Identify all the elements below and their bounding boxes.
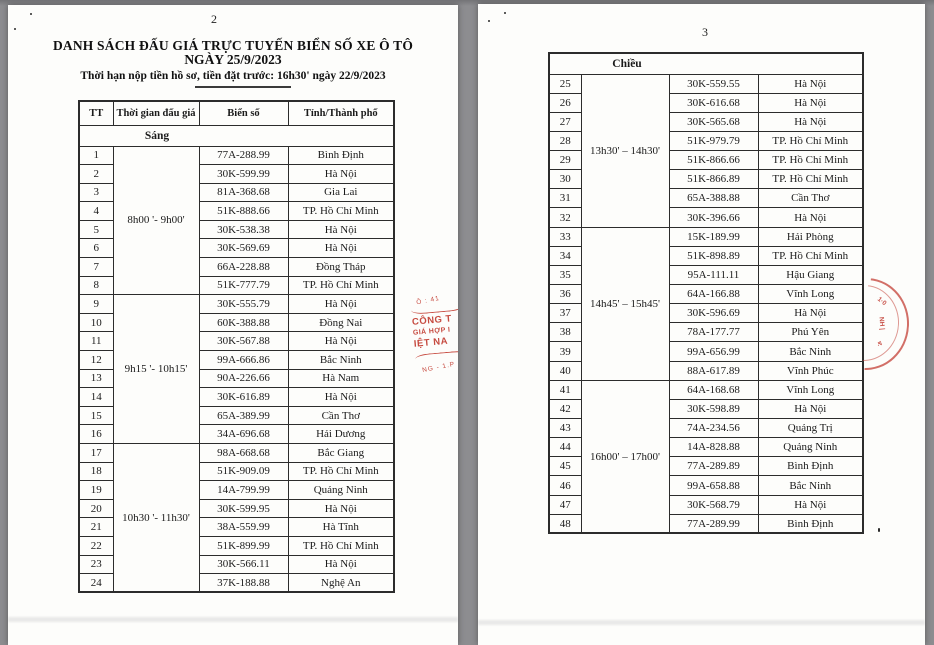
- plate-cell: 66A-228.88: [199, 258, 288, 277]
- seal-text-fragment: NH |: [877, 316, 886, 331]
- column-header: Thời gian đấu giá: [113, 101, 199, 125]
- province-cell: Đồng Nai: [288, 313, 394, 332]
- plate-cell: 30K-616.68: [669, 93, 758, 112]
- scan-speck: [488, 20, 490, 22]
- plate-cell: 51K-888.66: [199, 202, 288, 221]
- row-number-cell: 31: [549, 189, 581, 208]
- stamp-text: Ô : 41: [415, 294, 441, 307]
- plate-cell: 51K-909.09: [199, 462, 288, 481]
- column-header: TT: [79, 101, 113, 125]
- document-date: NGÀY 25/9/2023: [184, 52, 282, 67]
- plate-cell: 51K-979.79: [669, 131, 758, 150]
- plate-cell: 64A-166.88: [669, 285, 758, 304]
- row-number-cell: 19: [79, 481, 113, 500]
- province-cell: Hà Nội: [758, 74, 863, 93]
- plate-cell: 30K-565.68: [669, 112, 758, 131]
- table-row: [549, 74, 863, 93]
- plate-cell: 64A-168.68: [669, 380, 758, 399]
- row-number-cell: 48: [549, 514, 581, 533]
- plate-cell: 30K-555.79: [199, 295, 288, 314]
- plate-cell: 51K-777.79: [199, 276, 288, 295]
- seal-text-fragment: 1·0: [875, 295, 888, 308]
- row-number-cell: 3: [79, 183, 113, 202]
- table-row: [549, 227, 863, 246]
- province-cell: Hà Nội: [758, 112, 863, 131]
- row-number-cell: 47: [549, 495, 581, 514]
- plate-cell: 78A-177.77: [669, 323, 758, 342]
- row-number-cell: 23: [79, 555, 113, 574]
- scan-speck: [14, 28, 16, 30]
- seal-text-fragment: 4·: [874, 339, 884, 348]
- province-cell: Hà Nội: [758, 208, 863, 227]
- row-number-cell: 41: [549, 380, 581, 399]
- province-cell: Bắc Ninh: [758, 342, 863, 361]
- province-cell: TP. Hồ Chí Minh: [758, 131, 863, 150]
- row-number-cell: 14: [79, 388, 113, 407]
- plate-cell: 30K-538.38: [199, 220, 288, 239]
- row-number-cell: 24: [79, 574, 113, 593]
- plate-cell: 14A-828.88: [669, 438, 758, 457]
- row-number-cell: 2: [79, 165, 113, 184]
- section-cell: [79, 125, 394, 146]
- deadline-subtitle: Thời hạn nộp tiền hồ sơ, tiền đặt trước: 16h30' ngày 22/9/2023: [80, 70, 386, 82]
- plate-cell: 51K-866.66: [669, 151, 758, 170]
- row-number-cell: 28: [549, 131, 581, 150]
- province-cell: Hà Nội: [288, 239, 394, 258]
- plate-cell: 99A-656.99: [669, 342, 758, 361]
- province-cell: Hà Tĩnh: [288, 518, 394, 537]
- scan-speck: [30, 13, 32, 15]
- auction-table: [548, 52, 864, 534]
- province-cell: Hải Phòng: [758, 227, 863, 246]
- plate-cell: 65A-388.88: [669, 189, 758, 208]
- table-row: [79, 146, 394, 165]
- auction-table-morning: [78, 100, 395, 593]
- province-cell: Đồng Tháp: [288, 258, 394, 277]
- scan-smudge: [8, 617, 458, 622]
- plate-cell: 34A-696.68: [199, 425, 288, 444]
- row-number-cell: 20: [79, 499, 113, 518]
- province-cell: TP. Hồ Chí Minh: [288, 276, 394, 295]
- page-number: 3: [702, 25, 708, 39]
- document-title: DANH SÁCH ĐẤU GIÁ TRỰC TUYẾN BIỂN SỐ XE Ô TÔ: [52, 38, 414, 53]
- row-number-cell: 12: [79, 351, 113, 370]
- scan-smudge: [478, 620, 925, 625]
- province-cell: Hà Nội: [288, 332, 394, 351]
- stamp-text: CÔNG T: [411, 312, 453, 328]
- province-cell: Vĩnh Long: [758, 380, 863, 399]
- province-cell: Gia Lai: [288, 183, 394, 202]
- province-cell: Hà Nam: [288, 369, 394, 388]
- plate-cell: 90A-226.66: [199, 369, 288, 388]
- row-number-cell: 16: [79, 425, 113, 444]
- row-number-cell: 34: [549, 246, 581, 265]
- plate-cell: 99A-658.88: [669, 476, 758, 495]
- province-cell: Bình Định: [758, 457, 863, 476]
- plate-cell: 95A-111.11: [669, 265, 758, 284]
- time-range-cell: 10h30 '- 11h30': [113, 444, 199, 593]
- province-cell: Hà Nội: [758, 495, 863, 514]
- row-number-cell: 6: [79, 239, 113, 258]
- column-header: Tỉnh/Thành phố: [288, 101, 394, 125]
- stamp-text: IỆT NA: [413, 335, 449, 350]
- plate-cell: 51K-866.89: [669, 170, 758, 189]
- scan-speck: [504, 12, 506, 14]
- plate-cell: 30K-396.66: [669, 208, 758, 227]
- table-header-row: [79, 101, 394, 125]
- subtitle-underline: [195, 86, 291, 88]
- table-row: [79, 295, 394, 314]
- province-cell: TP. Hồ Chí Minh: [758, 246, 863, 265]
- province-cell: Hà Nội: [288, 220, 394, 239]
- row-number-cell: 9: [79, 295, 113, 314]
- row-number-cell: 42: [549, 399, 581, 418]
- plate-cell: 88A-617.89: [669, 361, 758, 380]
- time-range-cell: 9h15 '- 10h15': [113, 295, 199, 444]
- province-cell: Hải Dương: [288, 425, 394, 444]
- plate-cell: 77A-289.99: [669, 514, 758, 533]
- time-range-cell: 8h00 '- 9h00': [113, 146, 199, 295]
- plate-cell: 30K-599.95: [199, 499, 288, 518]
- row-number-cell: 30: [549, 170, 581, 189]
- province-cell: Quảng Trị: [758, 419, 863, 438]
- province-cell: Bắc Ninh: [288, 351, 394, 370]
- row-number-cell: 11: [79, 332, 113, 351]
- province-cell: Nghệ An: [288, 574, 394, 593]
- province-cell: Bình Định: [758, 514, 863, 533]
- time-range-cell: 16h00' – 17h00': [581, 380, 669, 533]
- province-cell: Hà Nội: [288, 165, 394, 184]
- province-cell: Hà Nội: [288, 499, 394, 518]
- section-cell: [549, 53, 863, 74]
- plate-cell: 30K-569.69: [199, 239, 288, 258]
- plate-cell: 14A-799.99: [199, 481, 288, 500]
- scan-speck: [878, 528, 880, 532]
- time-range-cell: 13h30' – 14h30': [581, 74, 669, 227]
- plate-cell: 30K-567.88: [199, 332, 288, 351]
- row-number-cell: 32: [549, 208, 581, 227]
- plate-cell: 81A-368.68: [199, 183, 288, 202]
- document-header: [30, 38, 436, 88]
- province-cell: Cần Thơ: [758, 189, 863, 208]
- plate-cell: 38A-559.99: [199, 518, 288, 537]
- stamp-text: NG - 1.P: [421, 360, 456, 374]
- row-number-cell: 37: [549, 304, 581, 323]
- province-cell: TP. Hồ Chí Minh: [758, 170, 863, 189]
- plate-cell: 60K-388.88: [199, 313, 288, 332]
- document-page-2: [8, 5, 458, 645]
- province-cell: Hà Nội: [288, 555, 394, 574]
- row-number-cell: 5: [79, 220, 113, 239]
- province-cell: Hậu Giang: [758, 265, 863, 284]
- plate-cell: 30K-596.69: [669, 304, 758, 323]
- page-number: 2: [211, 12, 217, 26]
- row-number-cell: 44: [549, 438, 581, 457]
- row-number-cell: 27: [549, 112, 581, 131]
- plate-cell: 15K-189.99: [669, 227, 758, 246]
- row-number-cell: 8: [79, 276, 113, 295]
- row-number-cell: 45: [549, 457, 581, 476]
- row-number-cell: 36: [549, 285, 581, 304]
- red-company-stamp-partial: [410, 292, 458, 374]
- plate-cell: 77A-289.89: [669, 457, 758, 476]
- row-number-cell: 15: [79, 406, 113, 425]
- red-seal-half: [863, 276, 925, 371]
- plate-cell: 74A-234.56: [669, 419, 758, 438]
- row-number-cell: 25: [549, 74, 581, 93]
- section-label: Chiều: [612, 57, 642, 70]
- row-number-cell: 22: [79, 536, 113, 555]
- province-cell: TP. Hồ Chí Minh: [288, 202, 394, 221]
- province-cell: Vĩnh Phúc: [758, 361, 863, 380]
- row-number-cell: 4: [79, 202, 113, 221]
- plate-cell: 37K-188.88: [199, 574, 288, 593]
- province-cell: Bắc Ninh: [758, 476, 863, 495]
- auction-table-afternoon: [548, 52, 864, 534]
- plate-cell: 77A-288.99: [199, 146, 288, 165]
- plate-cell: 30K-616.89: [199, 388, 288, 407]
- province-cell: Hà Nội: [758, 399, 863, 418]
- plate-cell: 99A-666.86: [199, 351, 288, 370]
- row-number-cell: 35: [549, 265, 581, 284]
- table-row: [79, 444, 394, 463]
- table-row: [549, 380, 863, 399]
- section-row: [549, 53, 863, 74]
- province-cell: Cần Thơ: [288, 406, 394, 425]
- plate-cell: 30K-599.99: [199, 165, 288, 184]
- row-number-cell: 43: [549, 419, 581, 438]
- row-number-cell: 10: [79, 313, 113, 332]
- row-number-cell: 29: [549, 151, 581, 170]
- province-cell: TP. Hồ Chí Minh: [288, 536, 394, 555]
- province-cell: TP. Hồ Chí Minh: [288, 462, 394, 481]
- section-label: Sáng: [144, 129, 170, 142]
- plate-cell: 98A-668.68: [199, 444, 288, 463]
- time-range-cell: 14h45' – 15h45': [581, 227, 669, 380]
- plate-cell: 30K-566.11: [199, 555, 288, 574]
- row-number-cell: 21: [79, 518, 113, 537]
- plate-cell: 51K-899.99: [199, 536, 288, 555]
- province-cell: Bắc Giang: [288, 444, 394, 463]
- stamp-text: GIÁ HỢP I: [412, 326, 451, 337]
- province-cell: TP. Hồ Chí Minh: [758, 151, 863, 170]
- plate-cell: 30K-568.79: [669, 495, 758, 514]
- plate-cell: 30K-598.89: [669, 399, 758, 418]
- document-page-3: [478, 4, 925, 645]
- province-cell: Hà Nội: [758, 304, 863, 323]
- province-cell: Phú Yên: [758, 323, 863, 342]
- auction-table: [78, 100, 395, 593]
- province-cell: Quảng Ninh: [758, 438, 863, 457]
- row-number-cell: 46: [549, 476, 581, 495]
- row-number-cell: 18: [79, 462, 113, 481]
- row-number-cell: 40: [549, 361, 581, 380]
- row-number-cell: 17: [79, 444, 113, 463]
- province-cell: Hà Nội: [288, 388, 394, 407]
- province-cell: Bình Định: [288, 146, 394, 165]
- plate-cell: 51K-898.89: [669, 246, 758, 265]
- row-number-cell: 1: [79, 146, 113, 165]
- plate-cell: 65A-389.99: [199, 406, 288, 425]
- province-cell: Quảng Ninh: [288, 481, 394, 500]
- section-row: [79, 125, 394, 146]
- row-number-cell: 26: [549, 93, 581, 112]
- row-number-cell: 33: [549, 227, 581, 246]
- province-cell: Vĩnh Long: [758, 285, 863, 304]
- row-number-cell: 13: [79, 369, 113, 388]
- province-cell: Hà Nội: [758, 93, 863, 112]
- province-cell: Hà Nội: [288, 295, 394, 314]
- row-number-cell: 7: [79, 258, 113, 277]
- plate-cell: 30K-559.55: [669, 74, 758, 93]
- column-header: Biển số: [199, 101, 288, 125]
- row-number-cell: 39: [549, 342, 581, 361]
- row-number-cell: 38: [549, 323, 581, 342]
